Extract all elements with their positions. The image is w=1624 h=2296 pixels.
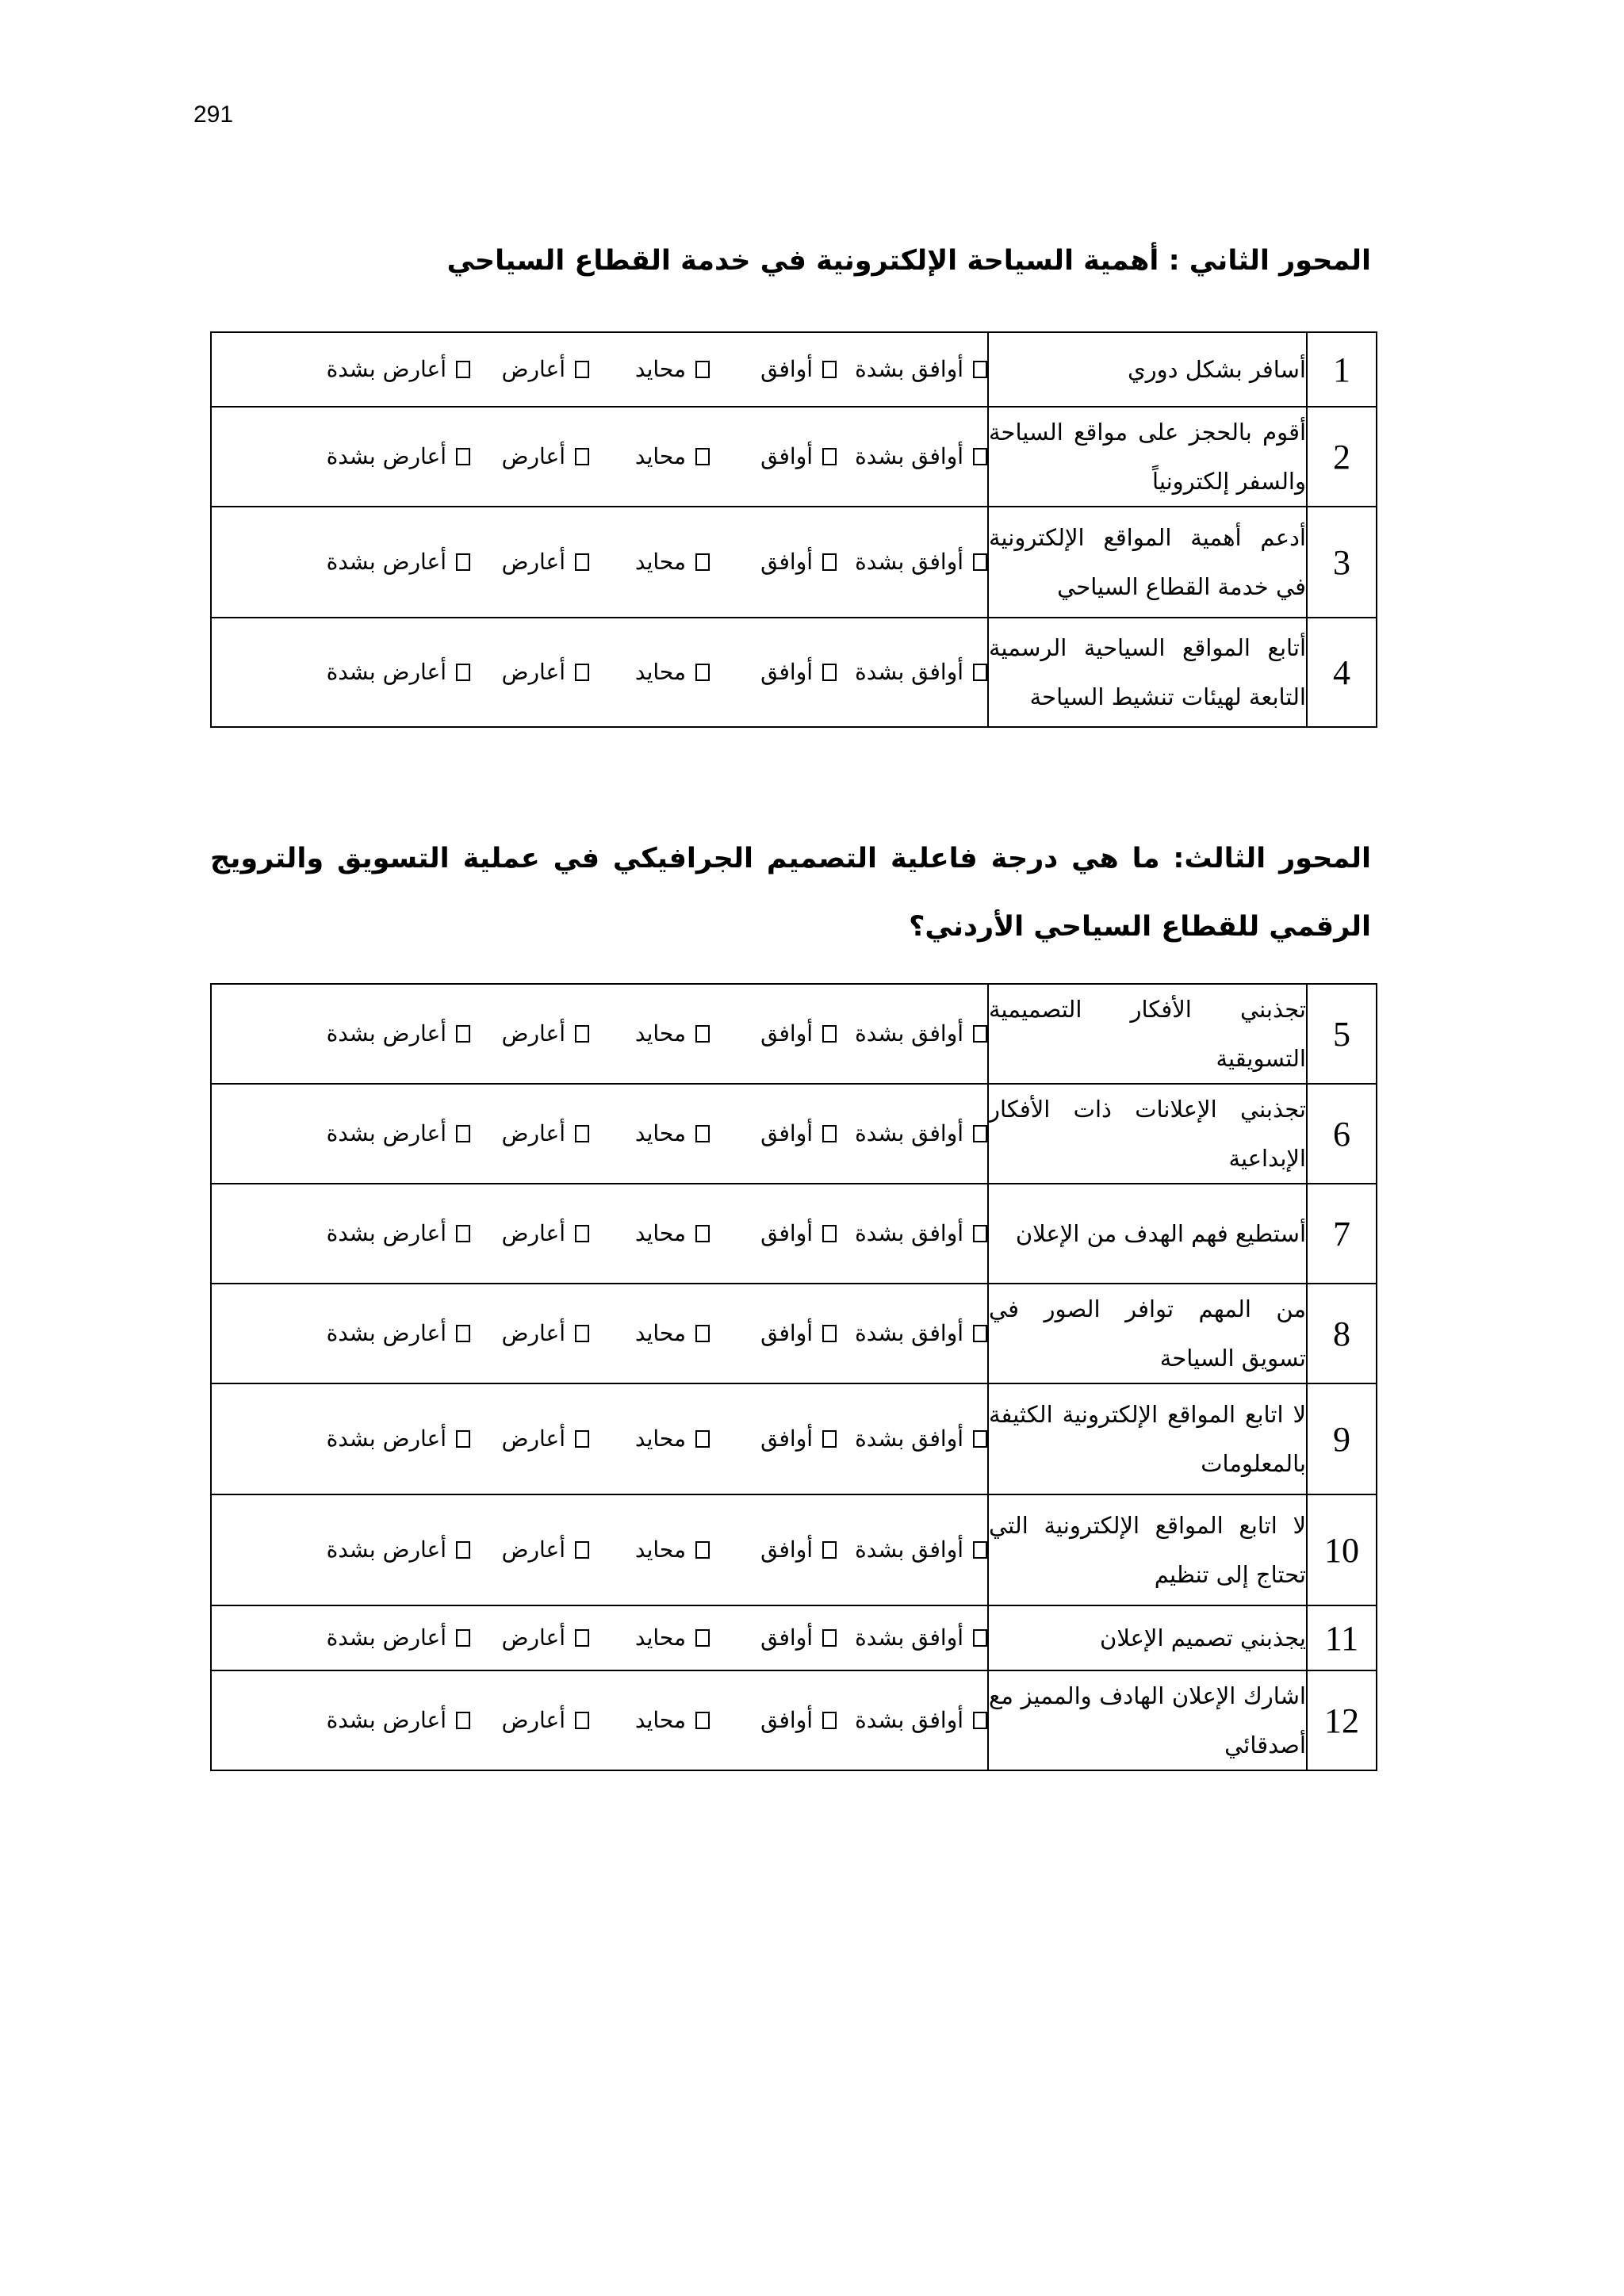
checkbox-icon[interactable] [575, 1541, 589, 1559]
checkbox-icon[interactable] [973, 664, 987, 681]
likert-option-label: أعارض [501, 356, 565, 382]
likert-option-label: أوافق [760, 1707, 813, 1733]
likert-option[interactable] [470, 1318, 589, 1349]
checkbox-icon[interactable] [822, 1125, 837, 1142]
checkbox-icon[interactable] [973, 1629, 987, 1647]
likert-option-label: أوافق [760, 1220, 813, 1246]
likert-option-label: أعارض بشدة [326, 356, 446, 382]
checkbox-icon[interactable] [822, 1541, 837, 1559]
checkbox-icon[interactable] [456, 448, 470, 465]
checkbox-icon[interactable] [695, 1325, 710, 1342]
checkbox-icon[interactable] [456, 1325, 470, 1342]
checkbox-icon[interactable] [575, 1629, 589, 1647]
likert-option-label: أوافق [760, 659, 813, 685]
likert-options [211, 507, 988, 618]
likert-option-label: محايد [634, 659, 686, 685]
checkbox-icon[interactable] [575, 448, 589, 465]
likert-options [211, 1494, 988, 1605]
likert-option-label: أوافق بشدة [855, 1536, 963, 1563]
item-statement: أدعم أهمية المواقع الإلكترونية في خدمة القطاع السياحي [988, 507, 1307, 618]
checkbox-icon[interactable] [695, 1712, 710, 1729]
checkbox-icon[interactable] [695, 1125, 710, 1142]
checkbox-icon[interactable] [973, 1325, 987, 1342]
item-statement: من المهم توافر الصور في تسويق السياحة [988, 1284, 1307, 1383]
checkbox-icon[interactable] [822, 553, 837, 571]
table-row [211, 407, 1377, 507]
table-row [211, 1383, 1377, 1494]
likert-option-label: أعارض بشدة [326, 1020, 446, 1047]
checkbox-icon[interactable] [456, 1629, 470, 1647]
likert-option[interactable] [837, 441, 987, 473]
likert-option[interactable] [327, 1218, 470, 1249]
checkbox-icon[interactable] [695, 1225, 710, 1242]
likert-option-label: محايد [634, 356, 686, 382]
likert-option-label: أعارض بشدة [326, 659, 446, 685]
likert-option[interactable] [470, 1218, 589, 1249]
likert-option-label: أوافق بشدة [855, 659, 963, 685]
likert-option-label: محايد [634, 1536, 686, 1563]
likert-option[interactable] [327, 1534, 470, 1566]
likert-option[interactable] [710, 1423, 837, 1455]
checkbox-icon[interactable] [456, 1125, 470, 1142]
likert-option[interactable] [710, 656, 837, 688]
item-number: 9 [1307, 1383, 1377, 1494]
likert-options [211, 1383, 988, 1494]
item-number: 7 [1307, 1184, 1377, 1284]
likert-option[interactable] [470, 354, 589, 385]
likert-option[interactable] [589, 546, 710, 578]
section-title-axis-two: المحور الثاني : أهمية السياحة الإلكترونية في خدمة القطاع السياحي [446, 245, 1371, 277]
checkbox-icon[interactable] [456, 1541, 470, 1559]
checkbox-icon[interactable] [973, 1430, 987, 1448]
item-number: 10 [1307, 1494, 1377, 1605]
likert-option[interactable] [327, 1118, 470, 1150]
likert-option[interactable] [327, 546, 470, 578]
table-row [211, 507, 1377, 618]
likert-option[interactable] [837, 656, 987, 688]
likert-option-label: أعارض بشدة [326, 1320, 446, 1346]
likert-option-label: محايد [634, 1320, 686, 1346]
likert-option-label: محايد [634, 443, 686, 469]
likert-option-label: أوافق بشدة [855, 1220, 963, 1246]
likert-option[interactable] [589, 1622, 710, 1654]
table-row [211, 1284, 1377, 1383]
likert-option-label: أعارض بشدة [326, 1536, 446, 1563]
likert-option[interactable] [327, 441, 470, 473]
item-number: 2 [1307, 407, 1377, 507]
likert-option[interactable] [710, 1705, 837, 1736]
likert-option[interactable] [589, 1534, 710, 1566]
likert-option[interactable] [327, 1018, 470, 1050]
checkbox-icon[interactable] [575, 1325, 589, 1342]
table-row [211, 1494, 1377, 1605]
likert-option-label: أوافق [760, 549, 813, 575]
likert-option-label: محايد [634, 549, 686, 575]
likert-option-label: أعارض بشدة [326, 443, 446, 469]
table-row [211, 1184, 1377, 1284]
likert-option[interactable] [470, 656, 589, 688]
likert-option[interactable] [327, 656, 470, 688]
item-number: 12 [1307, 1670, 1377, 1770]
item-statement: لا اتابع المواقع الإلكترونية التي تحتاج إلى تنظيم [988, 1494, 1307, 1605]
likert-option-label: أعارض [501, 1536, 565, 1563]
likert-option-label: أعارض [501, 1425, 565, 1452]
likert-option-label: أعارض [501, 1120, 565, 1146]
checkbox-icon[interactable] [575, 664, 589, 681]
survey-table-axis-two [210, 331, 1377, 728]
checkbox-icon[interactable] [822, 664, 837, 681]
checkbox-icon[interactable] [973, 1025, 987, 1043]
likert-option-label: أوافق بشدة [855, 549, 963, 575]
checkbox-icon[interactable] [456, 1225, 470, 1242]
likert-option[interactable] [837, 1018, 987, 1050]
checkbox-icon[interactable] [575, 553, 589, 571]
likert-option-label: محايد [634, 1020, 686, 1047]
checkbox-icon[interactable] [695, 361, 710, 378]
likert-option-label: أعارض [501, 1320, 565, 1346]
likert-option[interactable] [589, 656, 710, 688]
likert-option-label: أعارض بشدة [326, 1624, 446, 1651]
likert-option[interactable] [327, 1705, 470, 1736]
likert-option[interactable] [470, 1622, 589, 1654]
checkbox-icon[interactable] [822, 1430, 837, 1448]
item-statement: أقوم بالحجز على مواقع السياحة والسفر إلكترونياً [988, 407, 1307, 507]
likert-options [211, 1670, 988, 1770]
likert-option[interactable] [710, 1318, 837, 1349]
checkbox-icon[interactable] [822, 1629, 837, 1647]
checkbox-icon[interactable] [973, 1125, 987, 1142]
likert-option-label: محايد [634, 1425, 686, 1452]
checkbox-icon[interactable] [973, 553, 987, 571]
likert-option[interactable] [470, 546, 589, 578]
likert-option-label: أوافق [760, 356, 813, 382]
checkbox-icon[interactable] [456, 664, 470, 681]
item-statement: أستطيع فهم الهدف من الإعلان [988, 1184, 1307, 1284]
checkbox-icon[interactable] [575, 1025, 589, 1043]
likert-option-label: أعارض [501, 443, 565, 469]
checkbox-icon[interactable] [695, 1025, 710, 1043]
item-number: 4 [1307, 618, 1377, 727]
likert-option[interactable] [327, 1622, 470, 1654]
item-number: 11 [1307, 1605, 1377, 1670]
likert-option[interactable] [589, 354, 710, 385]
likert-options [211, 1184, 988, 1284]
checkbox-icon[interactable] [822, 1025, 837, 1043]
checkbox-icon[interactable] [695, 1541, 710, 1559]
checkbox-icon[interactable] [822, 448, 837, 465]
likert-option-label: أعارض بشدة [326, 549, 446, 575]
likert-option[interactable] [327, 1318, 470, 1349]
checkbox-icon[interactable] [973, 1225, 987, 1242]
checkbox-icon[interactable] [695, 1430, 710, 1448]
page-number: 291 [193, 101, 234, 128]
checkbox-icon[interactable] [695, 553, 710, 571]
table-row [211, 984, 1377, 1084]
checkbox-icon[interactable] [575, 1430, 589, 1448]
likert-option[interactable] [710, 1534, 837, 1566]
likert-option[interactable] [837, 1534, 987, 1566]
likert-option-label: محايد [634, 1220, 686, 1246]
table-row [211, 332, 1377, 407]
likert-option[interactable] [710, 1118, 837, 1150]
likert-option-label: أعارض بشدة [326, 1220, 446, 1246]
likert-option[interactable] [470, 1423, 589, 1455]
item-number: 8 [1307, 1284, 1377, 1383]
likert-option[interactable] [589, 1018, 710, 1050]
table-row [211, 1605, 1377, 1670]
likert-options [211, 1284, 988, 1383]
checkbox-icon[interactable] [456, 1025, 470, 1043]
checkbox-icon[interactable] [973, 1712, 987, 1729]
item-statement: أتابع المواقع السياحية الرسمية التابعة لهيئات تنشيط السياحة [988, 618, 1307, 727]
likert-option-label: أوافق بشدة [855, 1425, 963, 1452]
checkbox-icon[interactable] [456, 553, 470, 571]
checkbox-icon[interactable] [695, 1629, 710, 1647]
likert-option[interactable] [710, 1018, 837, 1050]
likert-option-label: محايد [634, 1707, 686, 1733]
likert-option-label: أوافق بشدة [855, 1707, 963, 1733]
checkbox-icon[interactable] [575, 1125, 589, 1142]
likert-option-label: محايد [634, 1120, 686, 1146]
likert-option[interactable] [470, 1705, 589, 1736]
likert-options [211, 407, 988, 507]
checkbox-icon[interactable] [695, 664, 710, 681]
likert-option-label: أوافق [760, 1120, 813, 1146]
item-statement: تجذبني الأفكار التصميمية التسويقية [988, 984, 1307, 1084]
checkbox-icon[interactable] [822, 1225, 837, 1242]
likert-options [211, 1605, 988, 1670]
likert-option[interactable] [327, 1423, 470, 1455]
likert-option-label: أوافق بشدة [855, 1020, 963, 1047]
item-number: 5 [1307, 984, 1377, 1084]
table-row [211, 1084, 1377, 1184]
likert-option[interactable] [589, 441, 710, 473]
likert-option-label: أعارض [501, 1624, 565, 1651]
likert-option[interactable] [710, 441, 837, 473]
likert-option-label: أوافق [760, 1624, 813, 1651]
likert-option[interactable] [470, 441, 589, 473]
likert-option-label: أعارض بشدة [326, 1120, 446, 1146]
likert-option[interactable] [470, 1018, 589, 1050]
likert-option[interactable] [470, 1534, 589, 1566]
likert-option-label: أوافق [760, 1425, 813, 1452]
likert-option[interactable] [589, 1218, 710, 1249]
likert-option-label: أوافق [760, 1536, 813, 1563]
checkbox-icon[interactable] [973, 361, 987, 378]
likert-option[interactable] [837, 546, 987, 578]
checkbox-icon[interactable] [822, 361, 837, 378]
table-row [211, 1670, 1377, 1770]
likert-option[interactable] [327, 354, 470, 385]
likert-option-label: أعارض [501, 549, 565, 575]
likert-option-label: أوافق بشدة [855, 1320, 963, 1346]
likert-options [211, 1084, 988, 1184]
checkbox-icon[interactable] [575, 361, 589, 378]
checkbox-icon[interactable] [822, 1325, 837, 1342]
likert-option[interactable] [710, 1622, 837, 1654]
likert-option-label: أعارض [501, 1020, 565, 1047]
likert-option-label: أوافق [760, 1320, 813, 1346]
item-statement: تجذبني الإعلانات ذات الأفكار الإبداعية [988, 1084, 1307, 1184]
checkbox-icon[interactable] [456, 1712, 470, 1729]
likert-options [211, 332, 988, 407]
likert-option[interactable] [837, 1218, 987, 1249]
likert-option[interactable] [837, 1622, 987, 1654]
likert-option-label: أعارض بشدة [326, 1425, 446, 1452]
likert-option-label: أوافق [760, 443, 813, 469]
likert-option[interactable] [710, 546, 837, 578]
likert-option[interactable] [837, 1705, 987, 1736]
likert-option[interactable] [589, 1705, 710, 1736]
likert-option-label: أوافق بشدة [855, 1624, 963, 1651]
section-title-axis-three: المحور الثالث: ما هي درجة فاعلية التصميم الجرافيكي في عملية التسويق والترويج الرقمي للقطاع السياحي الأردني؟ [210, 843, 1371, 943]
checkbox-icon[interactable] [456, 361, 470, 378]
survey-table-axis-three [210, 983, 1377, 1771]
likert-option-label: أوافق بشدة [855, 356, 963, 382]
checkbox-icon[interactable] [695, 448, 710, 465]
checkbox-icon[interactable] [973, 1541, 987, 1559]
likert-option[interactable] [470, 1118, 589, 1150]
item-statement: أسافر بشكل دوري [988, 332, 1307, 407]
item-number: 3 [1307, 507, 1377, 618]
likert-options [211, 984, 988, 1084]
likert-option[interactable] [837, 1423, 987, 1455]
likert-option[interactable] [837, 354, 987, 385]
likert-option-label: أوافق بشدة [855, 1120, 963, 1146]
checkbox-icon[interactable] [973, 448, 987, 465]
likert-option-label: أعارض [501, 659, 565, 685]
checkbox-icon[interactable] [822, 1712, 837, 1729]
likert-option-label: أوافق [760, 1020, 813, 1047]
likert-option-label: أعارض [501, 1707, 565, 1733]
table-row [211, 618, 1377, 727]
checkbox-icon[interactable] [575, 1225, 589, 1242]
likert-option-label: أعارض بشدة [326, 1707, 446, 1733]
likert-option[interactable] [710, 354, 837, 385]
likert-option-label: أعارض [501, 1220, 565, 1246]
item-statement: اشارك الإعلان الهادف والمميز مع أصدقائي [988, 1670, 1307, 1770]
item-number: 6 [1307, 1084, 1377, 1184]
likert-option[interactable] [589, 1318, 710, 1349]
item-statement: يجذبني تصميم الإعلان [988, 1605, 1307, 1670]
item-number: 1 [1307, 332, 1377, 407]
likert-options [211, 618, 988, 727]
checkbox-icon[interactable] [575, 1712, 589, 1729]
item-statement: لا اتابع المواقع الإلكترونية الكثيفة بالمعلومات [988, 1383, 1307, 1494]
likert-option[interactable] [837, 1318, 987, 1349]
likert-option[interactable] [710, 1218, 837, 1249]
likert-option-label: أوافق بشدة [855, 443, 963, 469]
likert-option-label: محايد [634, 1624, 686, 1651]
likert-option[interactable] [589, 1118, 710, 1150]
checkbox-icon[interactable] [456, 1430, 470, 1448]
likert-option[interactable] [837, 1118, 987, 1150]
likert-option[interactable] [589, 1423, 710, 1455]
